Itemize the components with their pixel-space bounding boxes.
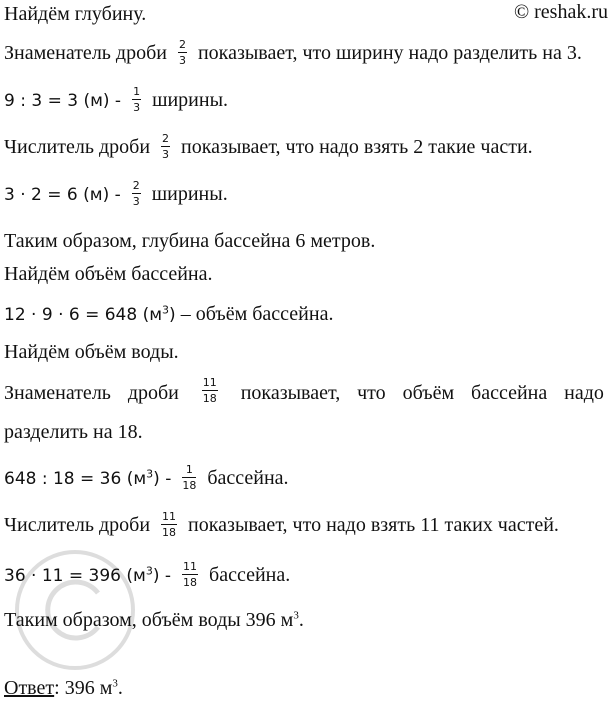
fraction-numerator: 11 (183, 560, 198, 573)
water-denominator-line (4, 378, 604, 407)
water-denominator-line-2: разделить на 18. (4, 421, 143, 443)
text-fragment: . (298, 609, 304, 631)
depth-title-text: Найдём глубину. (4, 3, 147, 25)
text-fragment: показывает, (240, 381, 341, 404)
text-fragment: Знаменатель дроби (4, 42, 167, 65)
math-part: ) - (152, 566, 172, 587)
superscript: 3 (112, 677, 118, 690)
depth-denominator-line (4, 40, 582, 69)
answer-value: 396 м (64, 677, 113, 699)
text-fragment: бассейна (471, 381, 548, 404)
fraction-denominator: 18 (162, 526, 177, 539)
text-fragment: показывает, что надо взять 11 таких частей. (188, 514, 559, 537)
superscript: 3 (293, 609, 299, 622)
answer-line (4, 676, 123, 700)
pool-volume-calc-line (4, 302, 333, 327)
fraction-numerator: 1 (182, 463, 196, 478)
math-expression: 3 · 2 = 6 (м) - (4, 185, 121, 206)
fraction-one-eighteenth (182, 463, 196, 492)
fraction-denominator: 18 (183, 576, 198, 589)
math-part: 12 · 9 · 6 = 648 (м (4, 305, 163, 325)
math-part: 648 : 18 = 36 (м (4, 469, 147, 490)
fraction-numerator: 2 (132, 179, 140, 192)
answer-label: Ответ (4, 677, 55, 699)
section-title-pool-volume: Найдём объём бассейна. (4, 263, 213, 285)
fraction-denominator: 3 (162, 148, 170, 161)
depth-calc1-line (4, 87, 228, 116)
text-fragment: объём (402, 381, 455, 404)
text-fragment: бассейна. (209, 564, 291, 587)
text-fragment: бассейна. (207, 467, 289, 490)
copyright-mark[interactable]: © reshak.ru (513, 1, 608, 23)
depth-calc2-line (4, 181, 228, 210)
fraction-eleven-eighteenths (161, 510, 177, 539)
text-fragment: Числитель дроби (4, 136, 151, 159)
math-part: ) (169, 305, 176, 325)
text-fragment: Знаменатель (4, 381, 111, 404)
fraction-numerator: 2 (178, 38, 186, 51)
superscript: 3 (162, 303, 170, 317)
fraction-denominator: 3 (132, 195, 140, 208)
fraction-numerator: 11 (162, 510, 177, 523)
text-fragment: показывает, что надо взять 2 такие части. (181, 136, 533, 159)
section-title-water-volume: Найдём объём воды. (4, 341, 179, 363)
water-calc1-line (4, 465, 289, 494)
fraction-two-thirds (132, 179, 141, 208)
text-fragment: надо (564, 381, 604, 404)
text-fragment: дроби (127, 381, 179, 404)
fraction-two-thirds (161, 132, 170, 161)
text-fragment: Числитель дроби (4, 514, 151, 537)
section-title-depth (4, 2, 146, 26)
superscript: 3 (146, 467, 154, 481)
math-expression (4, 305, 176, 325)
fraction-denominator: 3 (178, 54, 186, 67)
math-part: ) - (153, 469, 172, 490)
depth-numerator-line (4, 134, 533, 163)
text-fragment: ширины. (152, 89, 229, 112)
fraction-numerator: 1 (133, 85, 141, 98)
text-fragment: что (357, 381, 386, 404)
fraction-numerator: 2 (162, 132, 170, 145)
text-fragment: . (117, 677, 123, 699)
fraction-denominator: 18 (202, 392, 217, 405)
text-fragment: Таким образом, объём воды 396 м (4, 609, 294, 631)
fraction-denominator: 3 (133, 101, 141, 114)
fraction-eleven-eighteenths (182, 560, 198, 589)
text-fragment: ширины. (151, 183, 228, 206)
math-expression: 9 : 3 = 3 (м) - (4, 91, 122, 112)
fraction-one-third (132, 85, 141, 114)
math-expression (4, 469, 171, 489)
text-fragment: – объём бассейна. (180, 303, 334, 325)
text-fragment: показывает, что ширину надо разделить на 3. (197, 42, 582, 65)
fraction-numerator: 11 (202, 376, 217, 389)
copyright-watermark-icon (10, 545, 140, 675)
math-part: 36 · 11 = 396 (м (4, 566, 146, 587)
water-numerator-line (4, 512, 559, 541)
fraction-eleven-eighteenths (202, 376, 218, 405)
fraction-two-thirds (178, 38, 187, 67)
depth-conclusion: Таким образом, глубина бассейна 6 метров. (4, 230, 376, 252)
text-fragment: : (54, 677, 60, 699)
fraction-denominator: 18 (182, 479, 197, 492)
superscript: 3 (145, 564, 153, 578)
